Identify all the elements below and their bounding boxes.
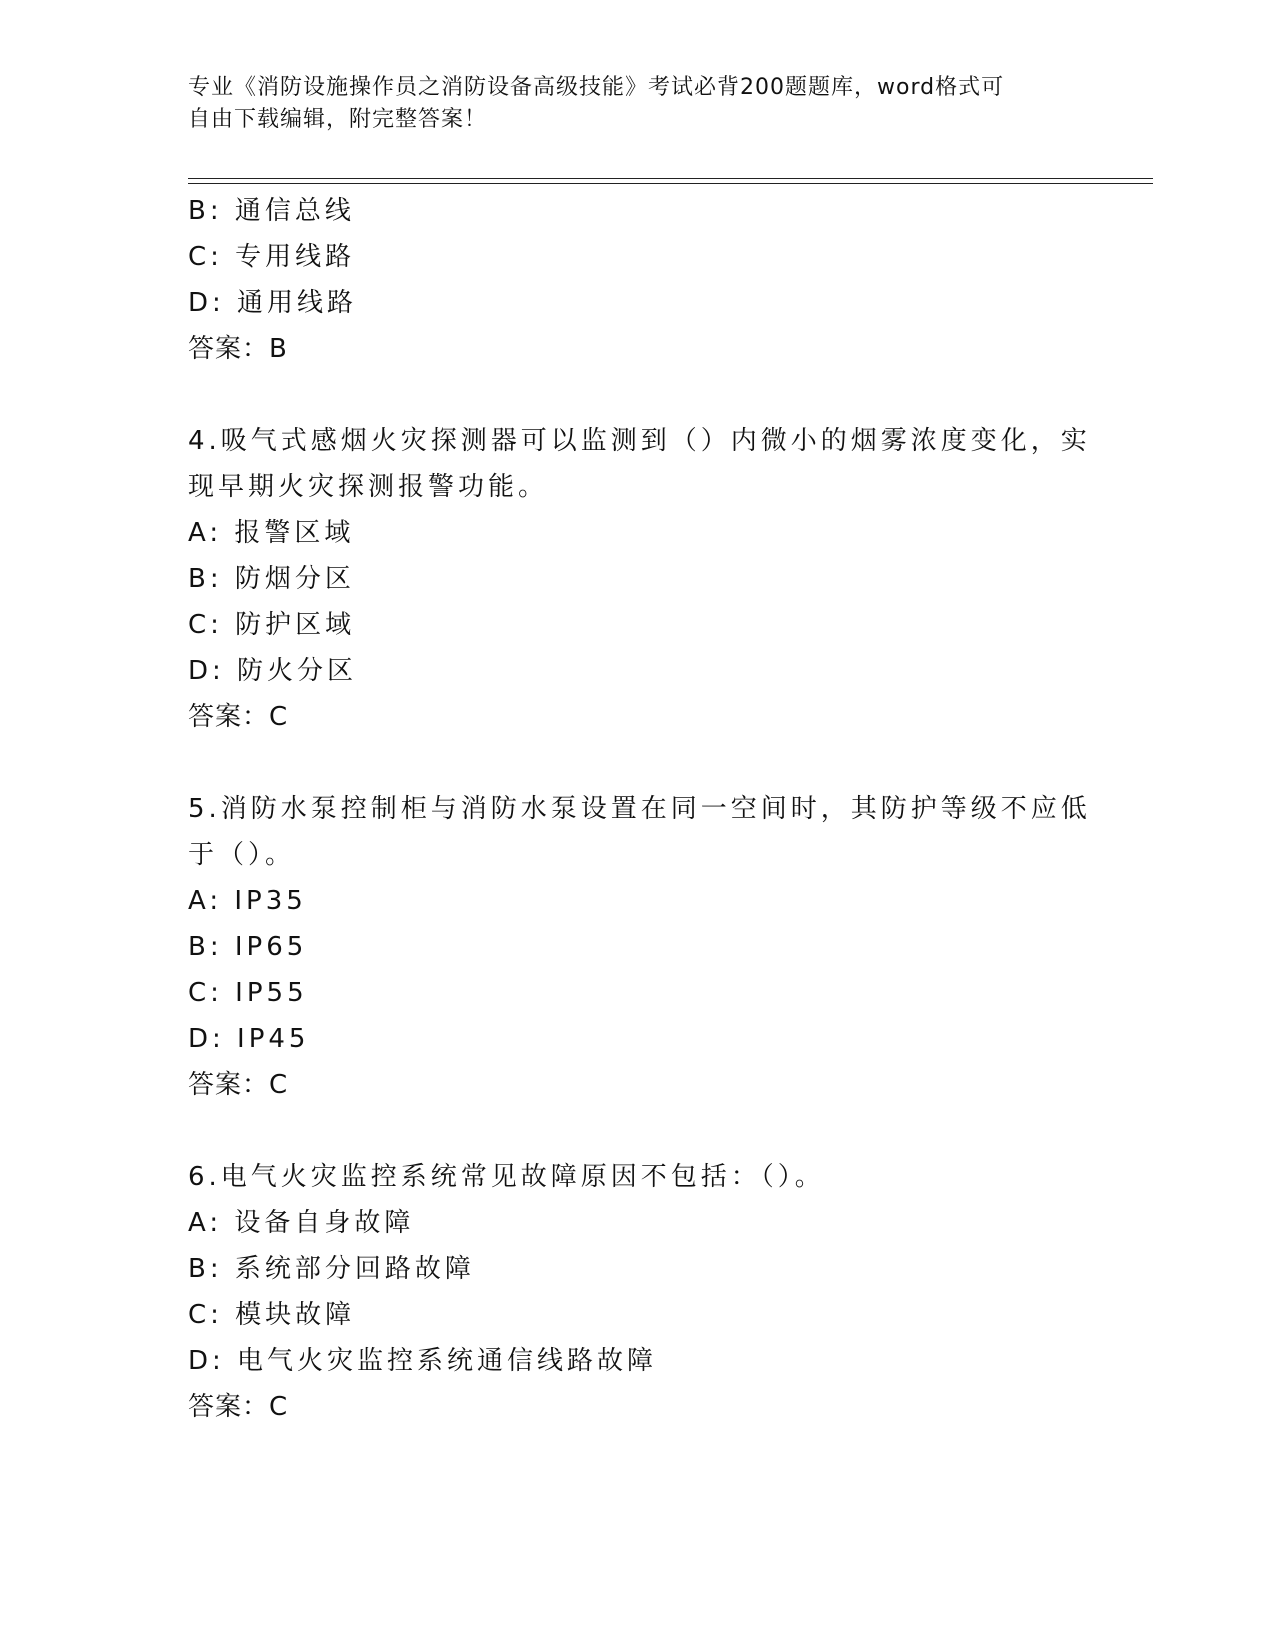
question-text: 5.消防水泵控制柜与消防水泵设置在同一空间时，其防护等级不应低 xyxy=(188,794,1091,824)
answer: 答案：C xyxy=(188,1070,289,1100)
option-d: D: 通用线路 xyxy=(188,288,358,318)
option-a: A: 报警区域 xyxy=(188,518,355,548)
option-c: C: 防护区域 xyxy=(188,610,356,640)
question-3-partial xyxy=(188,188,1088,372)
question-5 xyxy=(188,786,1091,1108)
question-text-continued: 于（）。 xyxy=(188,840,296,870)
option-d: D: IP45 xyxy=(188,1024,310,1054)
header-line-1: 专业《消防设施操作员之消防设备高级技能》考试必背200题题库，word格式可 xyxy=(188,75,1005,100)
option-d: D: 电气火灾监控系统通信线路故障 xyxy=(188,1346,658,1376)
question-6 xyxy=(188,1154,1088,1430)
option-b: B: IP65 xyxy=(188,932,308,962)
option-b: B: 防烟分区 xyxy=(188,564,355,594)
answer: 答案：C xyxy=(188,702,289,732)
question-text: 4.吸气式感烟火灾探测器可以监测到（）内微小的烟雾浓度变化，实 xyxy=(188,426,1091,456)
option-c: C: 专用线路 xyxy=(188,242,356,272)
option-c: C: IP55 xyxy=(188,978,308,1008)
header-divider-top xyxy=(188,178,1153,179)
option-d: D: 防火分区 xyxy=(188,656,358,686)
header-divider-bottom xyxy=(188,183,1153,184)
question-list xyxy=(188,188,1091,1430)
option-b: B: 系统部分回路故障 xyxy=(188,1254,475,1284)
answer: 答案：C xyxy=(188,1392,289,1422)
header-line-2: 自由下载编辑，附完整答案！ xyxy=(188,107,488,132)
answer: 答案：B xyxy=(188,334,288,364)
document-header xyxy=(188,72,1088,136)
option-b: B: 通信总线 xyxy=(188,196,355,226)
question-4 xyxy=(188,418,1091,740)
option-c: C: 模块故障 xyxy=(188,1300,356,1330)
option-a: A: IP35 xyxy=(188,886,307,916)
option-a: A: 设备自身故障 xyxy=(188,1208,415,1238)
question-text: 6.电气火灾监控系统常见故障原因不包括：（）。 xyxy=(188,1162,825,1192)
question-text-continued: 现早期火灾探测报警功能。 xyxy=(188,472,549,502)
